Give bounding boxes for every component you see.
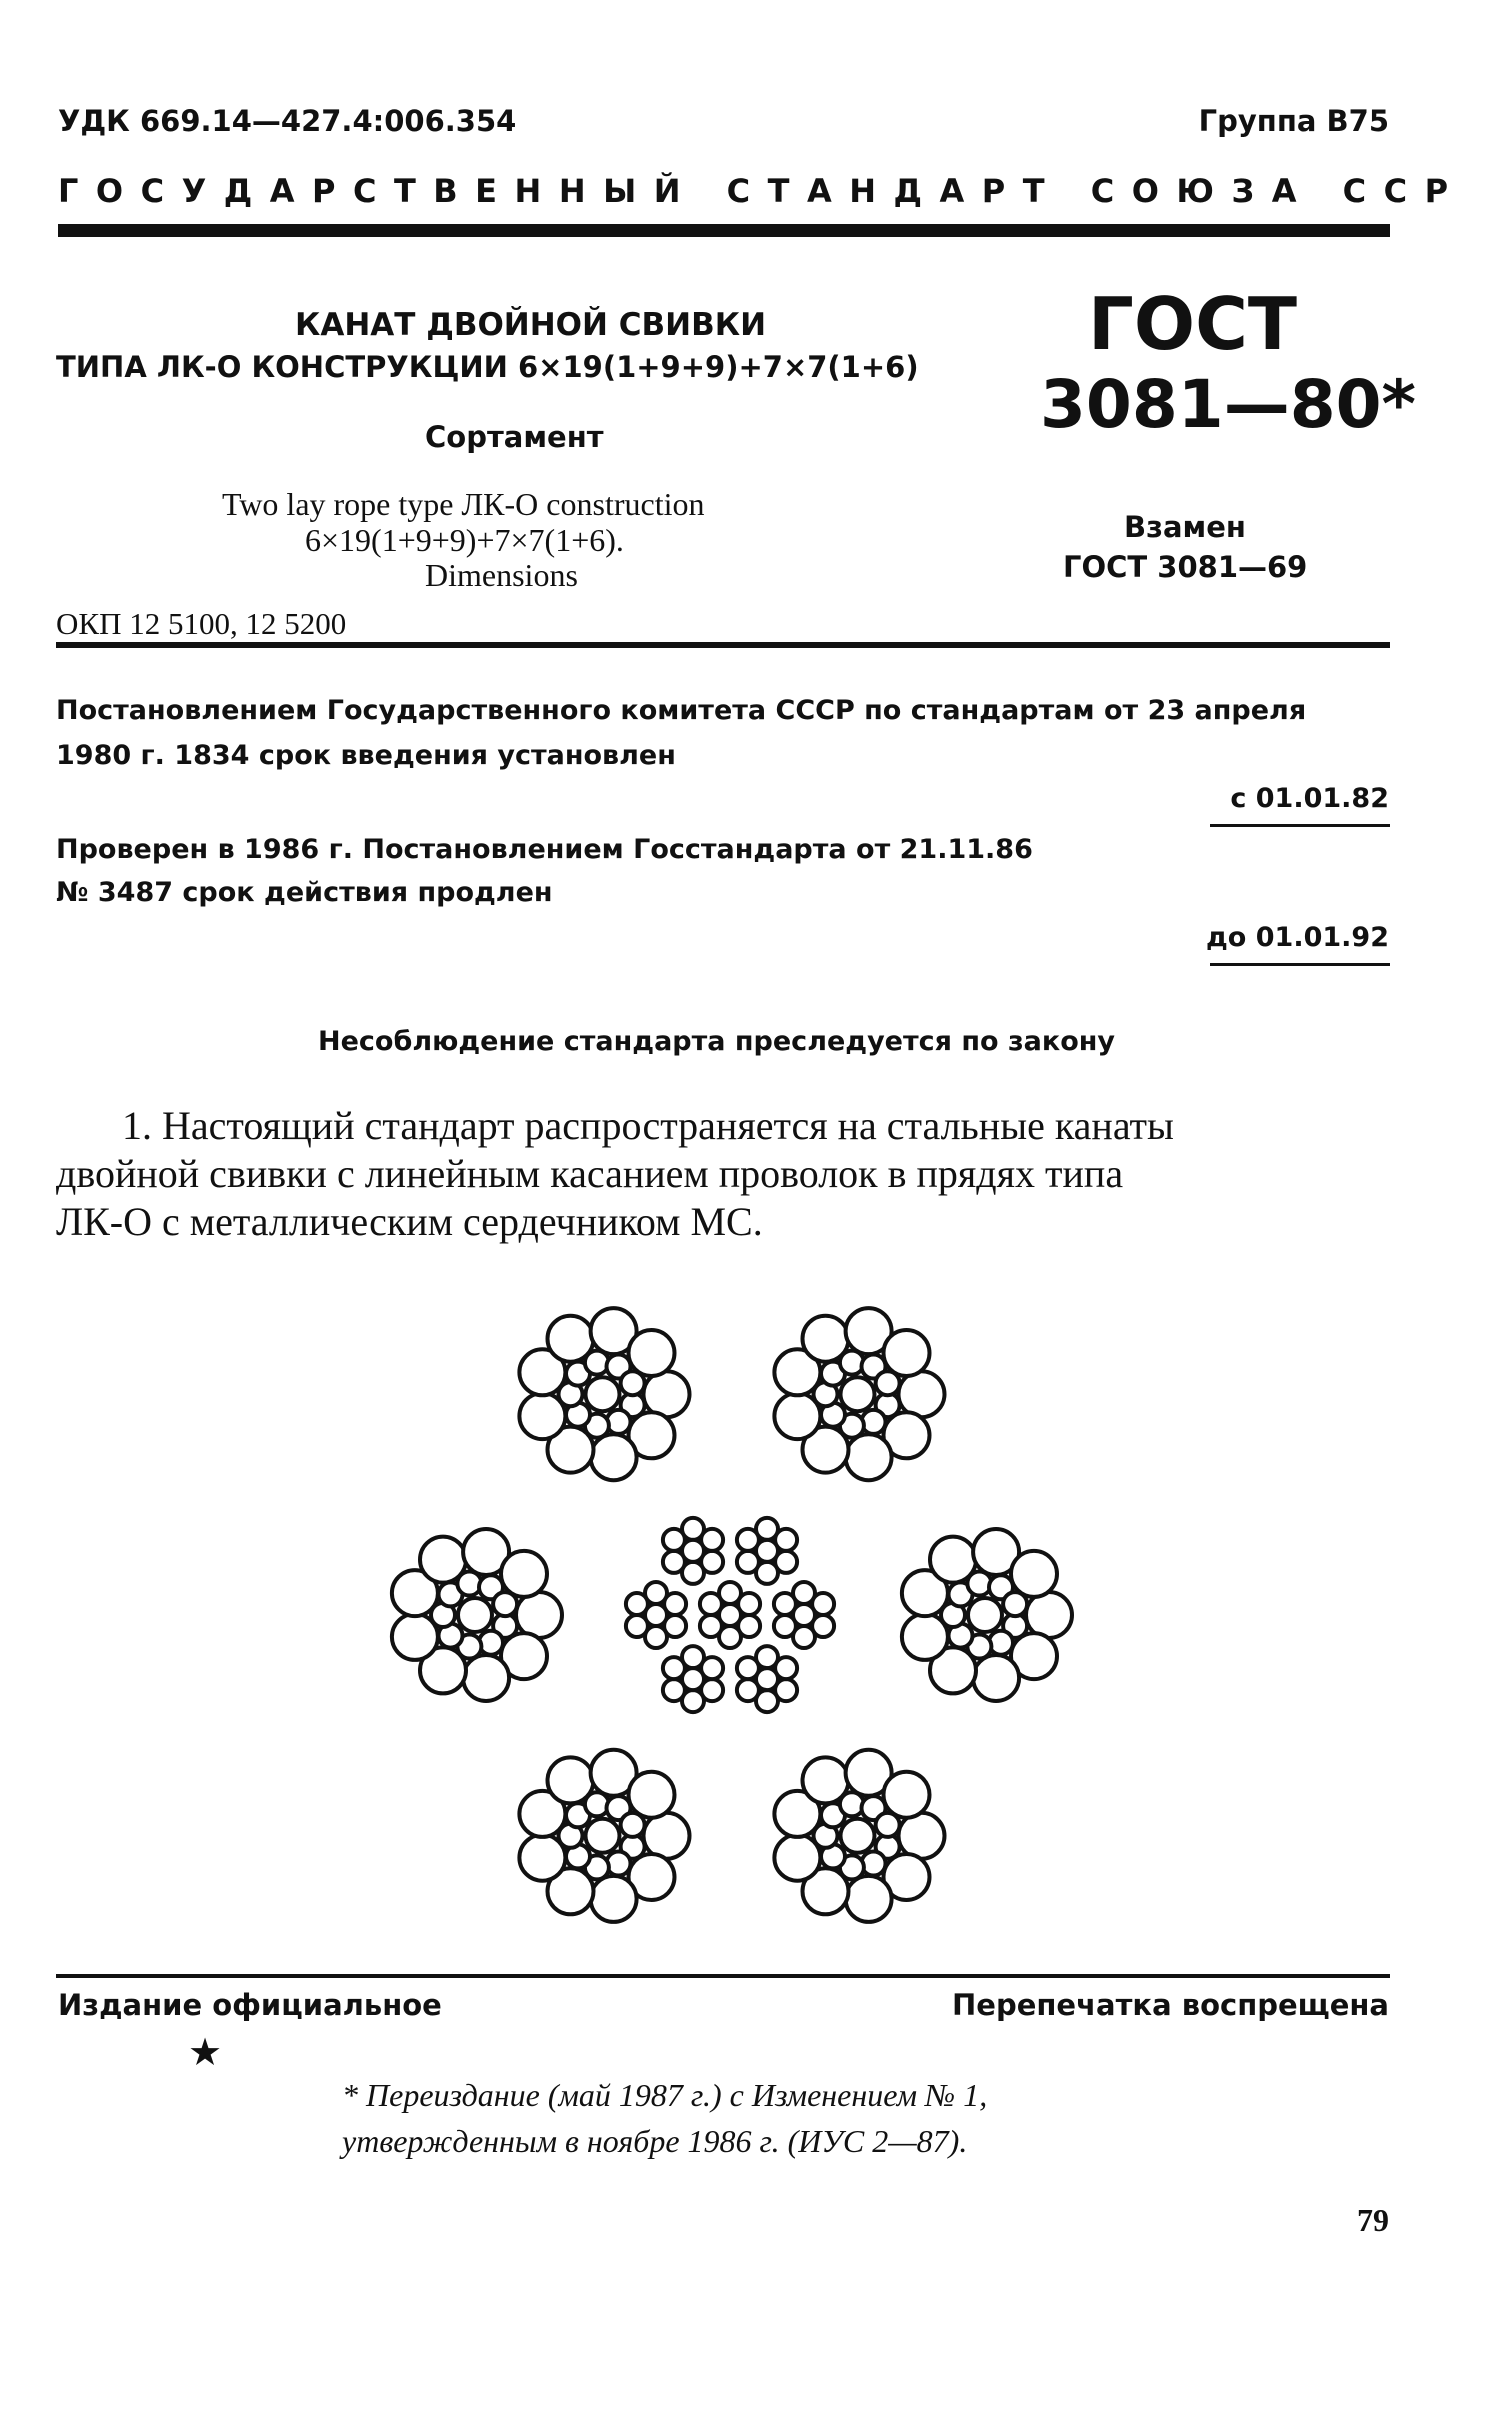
check-line1: Проверен в 1986 г. Постановлением Госстандарта от 21.11.86 xyxy=(56,834,1033,865)
replaces-label: Взамен xyxy=(1124,510,1246,544)
rope-cross-section-figure xyxy=(360,1260,1100,1970)
inner-wire xyxy=(876,1813,900,1837)
replaces-value: ГОСТ 3081—69 xyxy=(1063,550,1308,584)
center-wire xyxy=(586,1819,620,1853)
center-wire xyxy=(586,1377,620,1411)
until-date-rule xyxy=(1210,963,1390,966)
inner-wire xyxy=(1003,1592,1027,1616)
outer-wire xyxy=(1026,1592,1072,1638)
group-code: Группа В75 xyxy=(1198,104,1389,138)
center-wire xyxy=(968,1598,1002,1632)
core-center-wire xyxy=(756,1540,778,1562)
check-line2: № 3487 срок действия продлен xyxy=(56,877,553,908)
center-wire xyxy=(458,1598,492,1632)
inner-wire xyxy=(493,1592,517,1616)
outer-wire xyxy=(973,1655,1019,1701)
outer-wire xyxy=(516,1592,562,1638)
outer-wire xyxy=(629,1330,675,1376)
outer-wire xyxy=(846,1434,892,1480)
inner-wire xyxy=(621,1813,645,1837)
title-line2: ТИПА ЛК-О КОНСТРУКЦИИ 6×19(1+9+9)+7×7(1+6) xyxy=(56,350,919,384)
outer-wire xyxy=(644,1371,690,1417)
core-center-wire xyxy=(756,1668,778,1690)
gost-label: ГОСТ xyxy=(1088,282,1298,366)
inner-wire xyxy=(621,1371,645,1395)
okp-code: ОКП 12 5100, 12 5200 xyxy=(56,606,347,641)
core-center-wire xyxy=(682,1668,704,1690)
core-center-wire xyxy=(682,1540,704,1562)
footer-rule xyxy=(56,1974,1390,1978)
outer-wire xyxy=(644,1813,690,1859)
effective-from-date: с 01.01.82 xyxy=(1230,783,1389,814)
sortament-label: Сортамент xyxy=(425,420,604,454)
center-wire xyxy=(841,1377,875,1411)
official-edition-label: Издание официальное xyxy=(58,1988,442,2022)
reissue-note-line1: * Переиздание (май 1987 г.) с Изменением № 1, xyxy=(342,2077,988,2113)
outer-wire xyxy=(629,1772,675,1818)
from-date-rule xyxy=(1210,824,1390,827)
paragraph-1-line1: 1. Настоящий стандарт распространяется на стальные канаты xyxy=(122,1103,1174,1148)
outer-wire xyxy=(884,1330,930,1376)
gost-number: 3081—80* xyxy=(1040,366,1417,443)
star-icon: ★ xyxy=(188,2030,223,2074)
core-center-wire xyxy=(645,1604,667,1626)
inner-wire xyxy=(876,1371,900,1395)
title-line1: КАНАТ ДВОЙНОЙ СВИВКИ xyxy=(295,307,767,343)
title-bottom-rule xyxy=(56,642,1390,648)
english-title-line3: Dimensions xyxy=(425,557,578,593)
reprint-prohibited-label: Перепечатка воспрещена xyxy=(952,1988,1389,2022)
core-center-wire xyxy=(719,1604,741,1626)
header-thick-rule xyxy=(58,224,1390,237)
outer-wire xyxy=(846,1876,892,1922)
state-standard-heading: ГОСУДАРСТВЕННЫЙ СТАНДАРТ СОЮЗА ССР xyxy=(58,172,1466,210)
law-notice: Несоблюдение стандарта преследуется по закону xyxy=(318,1026,1116,1057)
core-center-wire xyxy=(793,1604,815,1626)
outer-wire xyxy=(884,1772,930,1818)
page-number: 79 xyxy=(1357,2202,1389,2238)
outer-wire xyxy=(501,1551,547,1597)
valid-until-date: до 01.01.92 xyxy=(1206,922,1389,953)
outer-wire xyxy=(591,1434,637,1480)
udk-code: УДК 669.14—427.4:006.354 xyxy=(58,104,517,138)
outer-wire xyxy=(899,1813,945,1859)
english-title-line1: Two lay rope type ЛК-О construction xyxy=(222,486,705,522)
outer-wire xyxy=(591,1876,637,1922)
outer-wire xyxy=(463,1655,509,1701)
center-wire xyxy=(841,1819,875,1853)
english-title-line2: 6×19(1+9+9)+7×7(1+6). xyxy=(305,522,624,558)
reissue-note-line2: утвержденным в ноябре 1986 г. (ИУС 2—87). xyxy=(342,2123,968,2159)
outer-wire xyxy=(1011,1551,1057,1597)
outer-wire xyxy=(899,1371,945,1417)
decree-line2: 1980 г. 1834 срок введения установлен xyxy=(56,740,676,771)
paragraph-1-line3: ЛК-О с металлическим сердечником МС. xyxy=(56,1199,763,1244)
paragraph-1-line2: двойной свивки с линейным касанием проволок в прядях типа xyxy=(56,1151,1124,1196)
decree-line1: Постановлением Государственного комитета СССР по стандартам от 23 апреля xyxy=(56,695,1307,726)
